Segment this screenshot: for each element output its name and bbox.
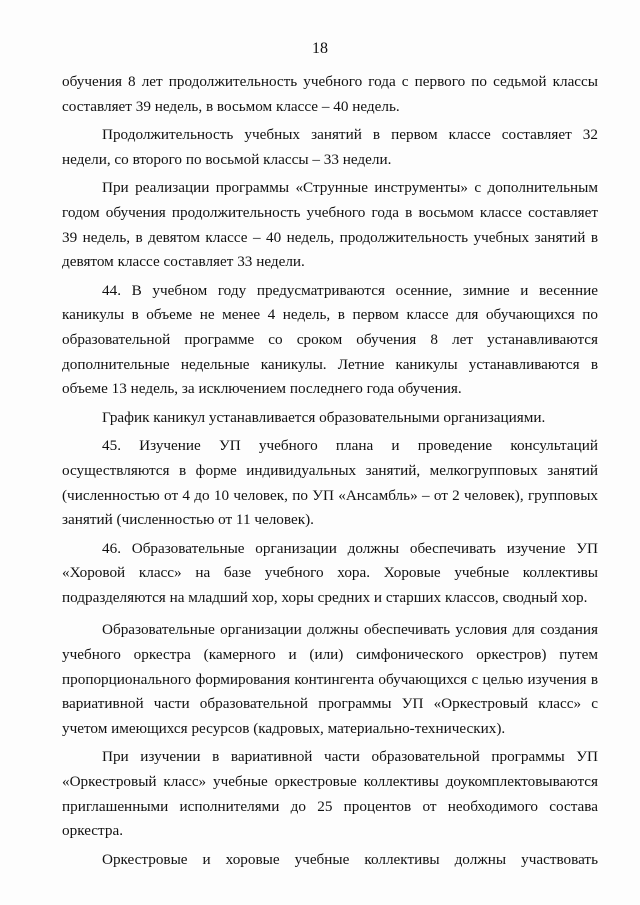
paragraph-lesson-duration: Продолжительность учебных занятий в первом классе составляет 32 недели, со второго по восьмой классы – 33 недели. [62, 126, 598, 168]
paragraph-item-45: 45. Изучение УП учебного плана и проведение консультаций осуществляются в форме индивидуальных занятий, мелкогрупповых занятий (численностью от 4 до 10 человек, по УП «Ансамбль» – от 2 человек), групповых занятий (численностью от 11 человек). [62, 437, 598, 529]
paragraph-item-44: 44. В учебном году предусматриваются осенние, зимние и весенние каникулы в объеме не менее 4 недель, в первом классе для обучающихся по образовательной программе со сроком обучения 8 лет устанавливаются дополнительные недельные каникулы. Летние каникулы устанавливаются в объеме 13 недель, за исключением последнего года обучения. [62, 281, 598, 398]
page-body [62, 70, 598, 876]
paragraph-string-instruments: При реализации программы «Струнные инструменты» с дополнительным годом обучения продолжительность учебного года в восьмом классе составляет 39 недель, в девятом классе – 40 недель, продолжительность учебных занятий в девятом классе составляет 33 недели. [62, 179, 598, 271]
paragraph-continuation: обучения 8 лет продолжительность учебного года с первого по седьмой классы составляет 39 недель, в восьмом классе – 40 недель. [62, 73, 598, 115]
paragraph-orchestra-class: При изучении в вариативной части образовательной программы УП «Оркестровый класс» учебные оркестровые коллективы доукомплектовываются приглашенными исполнителями до 25 процентов от необходимого состава оркестра. [62, 748, 598, 840]
paragraph-collectives: Оркестровые и хоровые учебные коллективы должны участвовать [102, 850, 598, 868]
paragraph-holiday-schedule: График каникул устанавливается образовательными организациями. [102, 408, 546, 426]
paragraph-orchestra-conditions: Образовательные организации должны обеспечивать условия для создания учебного оркестра (камерного и (или) симфонического оркестров) путем пропорционального формирования контингента обучающихся с целью изучения в вариативной части образовательной программы УП «Оркестровый класс» с учетом имеющихся ресурсов (кадровых, материально-технических). [62, 621, 598, 737]
paragraph-item-46: 46. Образовательные организации должны обеспечивать изучение УП «Хоровой класс» на базе учебного хора. Хоровые учебные коллективы подразделяются на младший хор, хоры средних и старших классов, сводный хор. [62, 539, 598, 606]
page-number: 18 [312, 40, 328, 57]
